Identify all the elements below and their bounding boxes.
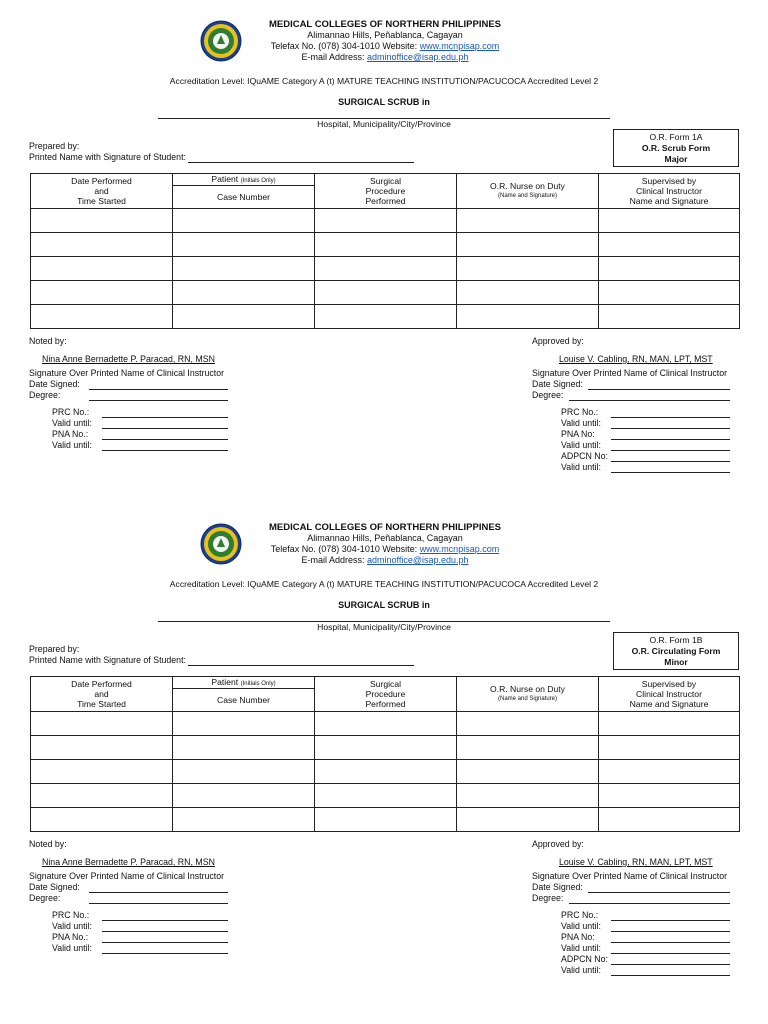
approved-field-input[interactable]	[611, 933, 730, 943]
header-nurse: O.R. Nurse on Duty (Name and Signature)	[457, 174, 599, 209]
noted-field-input[interactable]	[102, 441, 228, 451]
approved-field-row	[561, 407, 730, 418]
approved-field-row	[561, 451, 730, 462]
printed-name-row: Printed Name with Signature of Student:	[29, 152, 414, 163]
table-row	[31, 784, 740, 808]
letterhead	[250, 19, 520, 63]
institution-name: MEDICAL COLLEGES OF NORTHERN PHILIPPINES	[268, 522, 502, 533]
school-seal-icon	[200, 523, 242, 565]
header-date: Date Performed and Time Started	[31, 677, 173, 712]
approved-field-input[interactable]	[611, 430, 730, 440]
prepared-by-label: Prepared by:	[29, 141, 80, 151]
approved-by-block: Approved by: Louise V. Cabling, RN, MAN, LPT, MST Signature Over Printed Name of Clinical Instructor Date Signed: Degree: PRC No.: Valid until: PNA No: Valid until: ADPCN No: Valid until:	[532, 336, 730, 473]
header-case-number: Case Number	[216, 192, 270, 202]
noted-by-label: Noted by:	[29, 839, 67, 849]
form-code-box	[613, 632, 739, 670]
approved-degree-field[interactable]	[569, 894, 730, 904]
website-link[interactable]: www.mcnpisap.com	[419, 544, 500, 554]
approved-signature-label: Signature Over Printed Name of Clinical Instructor	[532, 871, 728, 881]
header-supervised: Supervised by Clinical Instructor Name and Signature	[599, 174, 740, 209]
approved-field-row	[561, 932, 730, 943]
accreditation-line: Accreditation Level: IQuAME Category A (t) MATURE TEACHING INSTITUTION/PACUCOCA Accredited Level 2	[169, 76, 599, 86]
table-row	[31, 209, 740, 233]
approved-field-label: PRC No.:	[561, 910, 599, 920]
approved-field-label: PNA No:	[561, 429, 595, 439]
noted-field-label: PNA No.:	[52, 932, 89, 942]
noted-date-field[interactable]	[89, 883, 228, 893]
header-nurse: O.R. Nurse on Duty (Name and Signature)	[457, 677, 599, 712]
institution-address: Alimannao Hills, Peñablanca, Cagayan	[307, 533, 463, 543]
noted-degree-field[interactable]	[89, 894, 228, 904]
approved-field-input[interactable]	[611, 966, 730, 976]
noted-field-input[interactable]	[102, 408, 228, 418]
approved-field-input[interactable]	[611, 452, 730, 462]
noted-field-row	[52, 418, 228, 429]
approved-field-label: Valid until:	[561, 921, 601, 931]
noted-field-row	[52, 921, 228, 932]
email-link[interactable]: adminoffice@isap.edu.ph	[366, 52, 469, 62]
email-line: E-mail Address: adminoffice@isap.edu.ph	[301, 555, 469, 565]
email-line: E-mail Address: adminoffice@isap.edu.ph	[301, 52, 469, 62]
noted-by-name: Nina Anne Bernadette P. Paracad, RN, MSN	[42, 354, 215, 364]
approved-by-name: Louise V. Cabling, RN, MAN, LPT, MST	[559, 354, 713, 364]
table-row	[31, 257, 740, 281]
noted-field-input[interactable]	[102, 922, 228, 932]
form-name: O.R. Circulating Form	[631, 646, 721, 656]
approved-field-row	[561, 440, 730, 451]
noted-field-row	[52, 429, 228, 440]
telefax-line: Telefax No. (078) 304-1010 Website: www.mcnpisap.com	[270, 41, 500, 51]
approved-field-row	[561, 943, 730, 954]
prepared-by-label: Prepared by:	[29, 644, 80, 654]
noted-by-name: Nina Anne Bernadette P. Paracad, RN, MSN	[42, 857, 215, 867]
noted-field-row	[52, 910, 228, 921]
email-link[interactable]: adminoffice@isap.edu.ph	[366, 555, 469, 565]
noted-field-label: PRC No.:	[52, 407, 90, 417]
approved-field-input[interactable]	[611, 922, 730, 932]
header-procedure: Surgical Procedure Performed	[315, 677, 457, 712]
header-patient: Patient (Initials Only) Case Number	[173, 174, 315, 209]
approved-field-row	[561, 965, 730, 976]
approved-field-input[interactable]	[611, 419, 730, 429]
letterhead	[250, 522, 520, 566]
approved-field-label: ADPCN No:	[561, 954, 608, 964]
noted-field-row	[52, 440, 228, 451]
noted-field-label: Valid until:	[52, 943, 92, 953]
or-form-1	[0, 0, 768, 500]
institution-name: MEDICAL COLLEGES OF NORTHERN PHILIPPINES	[268, 19, 502, 30]
form-type: Major	[664, 154, 688, 164]
approved-field-row	[561, 921, 730, 932]
approved-field-input[interactable]	[611, 463, 730, 473]
header-procedure: Surgical Procedure Performed	[315, 174, 457, 209]
hospital-caption: Hospital, Municipality/City/Province	[317, 622, 451, 632]
telefax-line: Telefax No. (078) 304-1010 Website: www.mcnpisap.com	[270, 544, 500, 554]
noted-field-input[interactable]	[102, 944, 228, 954]
approved-field-input[interactable]	[611, 955, 730, 965]
noted-by-label: Noted by:	[29, 336, 67, 346]
header-supervised: Supervised by Clinical Instructor Name and Signature	[599, 677, 740, 712]
student-name-field[interactable]	[188, 153, 414, 163]
student-name-field[interactable]	[188, 656, 414, 666]
approved-field-label: PRC No.:	[561, 407, 599, 417]
table-row	[31, 233, 740, 257]
form-title: SURGICAL SCRUB in	[338, 97, 430, 107]
noted-field-row	[52, 943, 228, 954]
header-patient: Patient (Initials Only) Case Number	[173, 677, 315, 712]
printed-name-row: Printed Name with Signature of Student:	[29, 655, 414, 666]
approved-field-row	[561, 910, 730, 921]
table-row	[31, 305, 740, 329]
approved-field-label: Valid until:	[561, 418, 601, 428]
noted-by-block: Noted by: Nina Anne Bernadette P. Paracad, RN, MSN Signature Over Printed Name of Clinical Instructor Date Signed: Degree: PRC No.: Valid until: PNA No.: Valid until:	[29, 336, 228, 451]
noted-field-input[interactable]	[102, 430, 228, 440]
approved-degree-field[interactable]	[569, 391, 730, 401]
approved-field-row	[561, 954, 730, 965]
approved-field-input[interactable]	[611, 944, 730, 954]
noted-field-row	[52, 932, 228, 943]
noted-field-input[interactable]	[102, 419, 228, 429]
approved-date-field[interactable]	[588, 380, 730, 390]
approved-field-input[interactable]	[611, 441, 730, 451]
noted-date-field[interactable]	[89, 380, 228, 390]
approved-field-row	[561, 429, 730, 440]
form-title: SURGICAL SCRUB in	[338, 600, 430, 610]
approved-field-label: Valid until:	[561, 462, 601, 472]
approved-signature-label: Signature Over Printed Name of Clinical Instructor	[532, 368, 728, 378]
noted-signature-label: Signature Over Printed Name of Clinical Instructor	[29, 368, 225, 378]
approved-field-row	[561, 462, 730, 473]
table-row	[31, 712, 740, 736]
noted-field-input[interactable]	[102, 911, 228, 921]
form-code-box	[613, 129, 739, 167]
form-code: O.R. Form 1A	[649, 132, 703, 142]
or-form-2	[0, 503, 768, 1003]
approved-by-label: Approved by:	[532, 839, 584, 849]
noted-field-row	[52, 407, 228, 418]
noted-field-label: Valid until:	[52, 921, 92, 931]
table-row	[31, 760, 740, 784]
form-code: O.R. Form 1B	[649, 635, 703, 645]
table-row	[31, 281, 740, 305]
form-name: O.R. Scrub Form	[641, 143, 711, 153]
approved-field-input[interactable]	[611, 911, 730, 921]
approved-field-input[interactable]	[611, 408, 730, 418]
institution-address: Alimannao Hills, Peñablanca, Cagayan	[307, 30, 463, 40]
noted-field-input[interactable]	[102, 933, 228, 943]
form-type: Minor	[664, 657, 688, 667]
procedure-log-table	[30, 676, 740, 832]
approved-by-label: Approved by:	[532, 336, 584, 346]
table-row	[31, 808, 740, 832]
accreditation-line: Accreditation Level: IQuAME Category A (t) MATURE TEACHING INSTITUTION/PACUCOCA Accredited Level 2	[169, 579, 599, 589]
hospital-caption: Hospital, Municipality/City/Province	[317, 119, 451, 129]
noted-degree-field[interactable]	[89, 391, 228, 401]
approved-field-label: Valid until:	[561, 440, 601, 450]
noted-field-label: PNA No.:	[52, 429, 89, 439]
school-seal-icon	[200, 20, 242, 62]
approved-field-label: ADPCN No:	[561, 451, 608, 461]
noted-field-label: Valid until:	[52, 418, 92, 428]
noted-signature-label: Signature Over Printed Name of Clinical Instructor	[29, 871, 225, 881]
website-link[interactable]: www.mcnpisap.com	[419, 41, 500, 51]
approved-by-block: Approved by: Louise V. Cabling, RN, MAN, LPT, MST Signature Over Printed Name of Clinical Instructor Date Signed: Degree: PRC No.: Valid until: PNA No: Valid until: ADPCN No: Valid until:	[532, 839, 730, 976]
header-case-number: Case Number	[216, 695, 270, 705]
procedure-log-table	[30, 173, 740, 329]
approved-by-name: Louise V. Cabling, RN, MAN, LPT, MST	[559, 857, 713, 867]
approved-field-label: PNA No:	[561, 932, 595, 942]
table-row	[31, 736, 740, 760]
approved-date-field[interactable]	[588, 883, 730, 893]
approved-field-label: Valid until:	[561, 943, 601, 953]
noted-field-label: Valid until:	[52, 440, 92, 450]
noted-by-block: Noted by: Nina Anne Bernadette P. Paracad, RN, MSN Signature Over Printed Name of Clinical Instructor Date Signed: Degree: PRC No.: Valid until: PNA No.: Valid until:	[29, 839, 228, 954]
noted-field-label: PRC No.:	[52, 910, 90, 920]
approved-field-label: Valid until:	[561, 965, 601, 975]
approved-field-row	[561, 418, 730, 429]
header-date: Date Performed and Time Started	[31, 174, 173, 209]
